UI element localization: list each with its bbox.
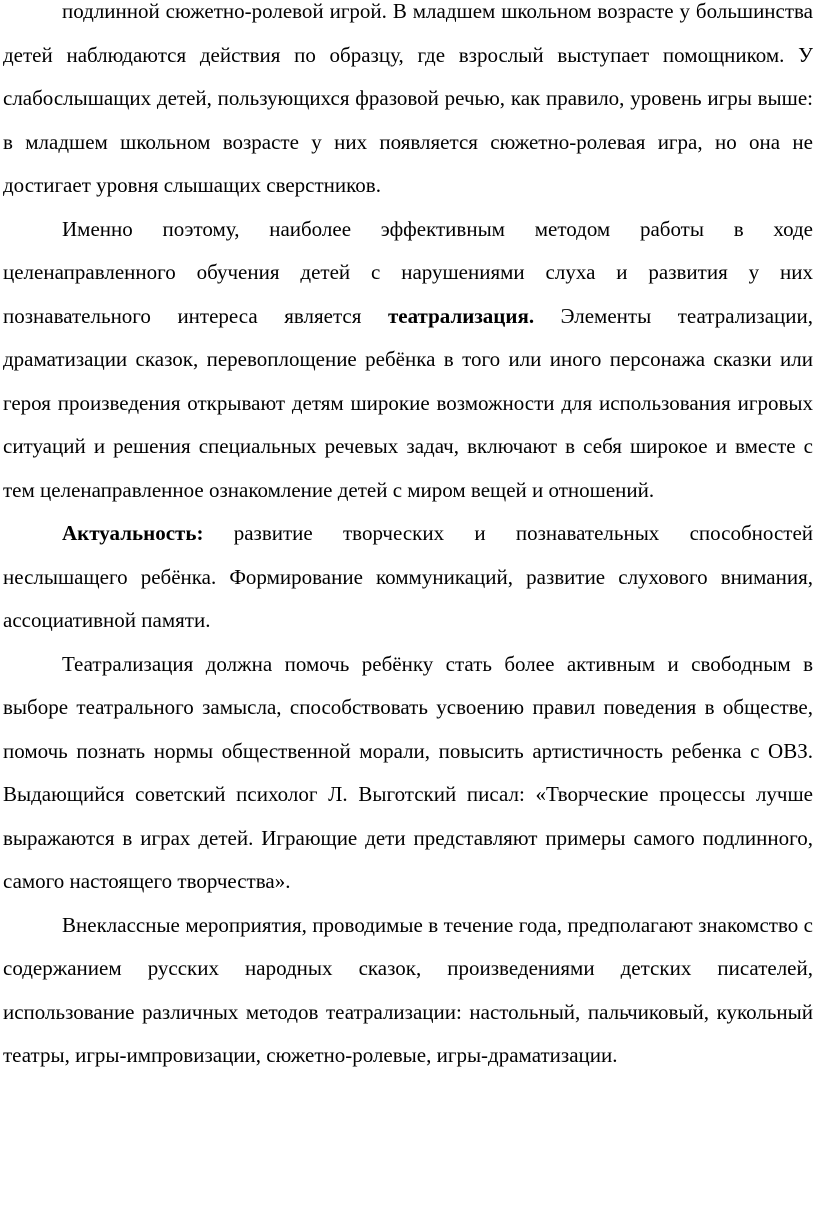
paragraph-text: подлинной сюжетно-ролевой игрой. В младшем школьном возрасте у большинства детей наблюдаются действия по образцу, где взрослый выступает помощником. У слабослышащих детей, пользующихся фразовой речью, как правило, уровень игры выше: в младшем школьном возрасте у них появляется сюжетно-ролевая игра, но она не достигает уровня слышащих сверстников. xyxy=(3,0,813,197)
bold-term-relevance: Актуальность: xyxy=(62,521,204,545)
paragraph-text: Именно поэтому, наиболее эффективным методом работы в ходе целенаправленного обучения детей с нарушениями слуха и развития у них познавательного интереса является xyxy=(3,216,813,328)
paragraph-theatricalization xyxy=(3,208,813,513)
paragraph-text: Внеклассные мероприятия, проводимые в течение года, предполагают знакомство с содержанием русских народных сказок, произведениями детских писателей, использование различных методов театрализации: настольный, пальчиковый, кукольный театры, игры-импровизации, сюжетно-ролевые, игры-драматизации. xyxy=(3,912,813,1067)
paragraph-text: Театрализация должна помочь ребёнку стать более активным и свободным в выборе театрального замысла, способствовать усвоению правил поведения в обществе, помочь познать нормы общественной морали, повысить артистичность ребенка с ОВЗ. Выдающийся советский психолог Л. Выготский писал: «Творческие процессы лучше выражаются в играх детей. Играющие дети представляют примеры самого подлинного, самого настоящего творчества». xyxy=(3,651,813,893)
paragraph-text: развитие творческих и познавательных способностей неслышащего ребёнка. Формирование коммуникаций, развитие слухового внимания, ассоциативной памяти. xyxy=(3,521,813,632)
bold-term-theatricalization: театрализация. xyxy=(387,303,535,328)
paragraph-text: Элементы театрализации, драматизации сказок, перевоплощение ребёнка в того или иного персонажа сказки или героя произведения открывают детям широкие возможности для использования игровых ситуаций и решения специальных речевых задач, включают в себя широкое и вместе с тем целенаправленное ознакомление детей с миром вещей и отношений. xyxy=(3,303,814,502)
paragraph-relevance xyxy=(3,512,813,643)
paragraph-play-development xyxy=(3,0,813,208)
paragraph-vygotsky-quote xyxy=(3,643,813,904)
paragraph-extracurricular xyxy=(3,904,813,1078)
